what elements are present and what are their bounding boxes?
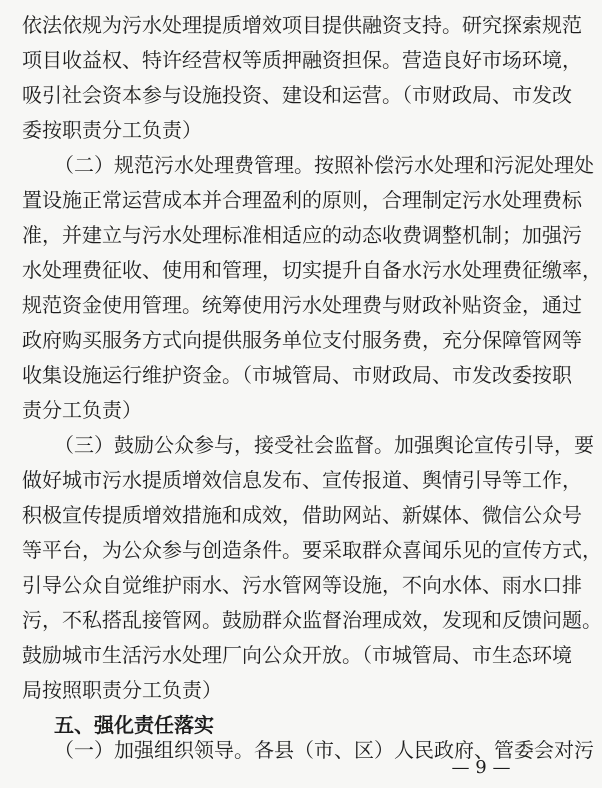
- body-text-line: 做好城市污水提质增效信息发布、宣传报道、舆情引导等工作，: [22, 468, 582, 492]
- chapter-heading: 五、强化责任落实: [54, 713, 214, 737]
- page-number: — 9 —: [451, 757, 511, 778]
- body-text-line: 置设施正常运营成本并合理盈利的原则，合理制定污水处理费标: [22, 188, 582, 212]
- body-text-line: 政府购买服务方式向提供服务单位支付服务费，充分保障管网等: [22, 328, 582, 352]
- body-text-line: 鼓励城市生活污水处理厂向公众开放。（市城管局、市生态环境: [22, 643, 572, 667]
- body-text-line: 准，并建立与污水处理标准相适应的动态收费调整机制；加强污: [22, 223, 582, 247]
- body-text-line: 委按职责分工负责）: [22, 118, 202, 142]
- body-text-line: 引导公众自觉维护雨水、污水管网等设施，不向水体、雨水口排: [22, 573, 582, 597]
- body-text-line: 等平台，为公众参与创造条件。要采取群众喜闻乐见的宣传方式，: [22, 538, 602, 562]
- section-heading-line: （二）规范污水处理费管理。按照补偿污水处理和污泥处理处: [54, 153, 594, 177]
- body-text-line: 吸引社会资本参与设施投资、建设和运营。（市财政局、市发改: [22, 83, 572, 107]
- body-text-line: 局按照职责分工负责）: [22, 678, 222, 702]
- section-heading-line: （一）加强组织领导。各县（市、区）人民政府、管委会对污: [54, 738, 594, 762]
- body-text-line: 责分工负责）: [22, 398, 142, 422]
- section-heading-line: （三）鼓励公众参与，接受社会监督。加强舆论宣传引导，要: [54, 433, 594, 457]
- body-text-line: 水处理费征收、使用和管理，切实提升自备水污水处理费征缴率，: [22, 258, 602, 282]
- body-text-line: 收集设施运行维护资金。（市城管局、市财政局、市发改委按职: [22, 363, 572, 387]
- body-text-line: 项目收益权、特许经营权等质押融资担保。营造良好市场环境，: [22, 48, 582, 72]
- body-text-line: 积极宣传提质增效措施和成效，借助网站、新媒体、微信公众号: [22, 503, 582, 527]
- body-text-line: 规范资金使用管理。统筹使用污水处理费与财政补贴资金，通过: [22, 293, 582, 317]
- body-text-line: 依法依规为污水处理提质增效项目提供融资支持。研究探索规范: [22, 13, 582, 37]
- body-text-line: 污，不私搭乱接管网。鼓励群众监督治理成效，发现和反馈问题。: [22, 608, 602, 632]
